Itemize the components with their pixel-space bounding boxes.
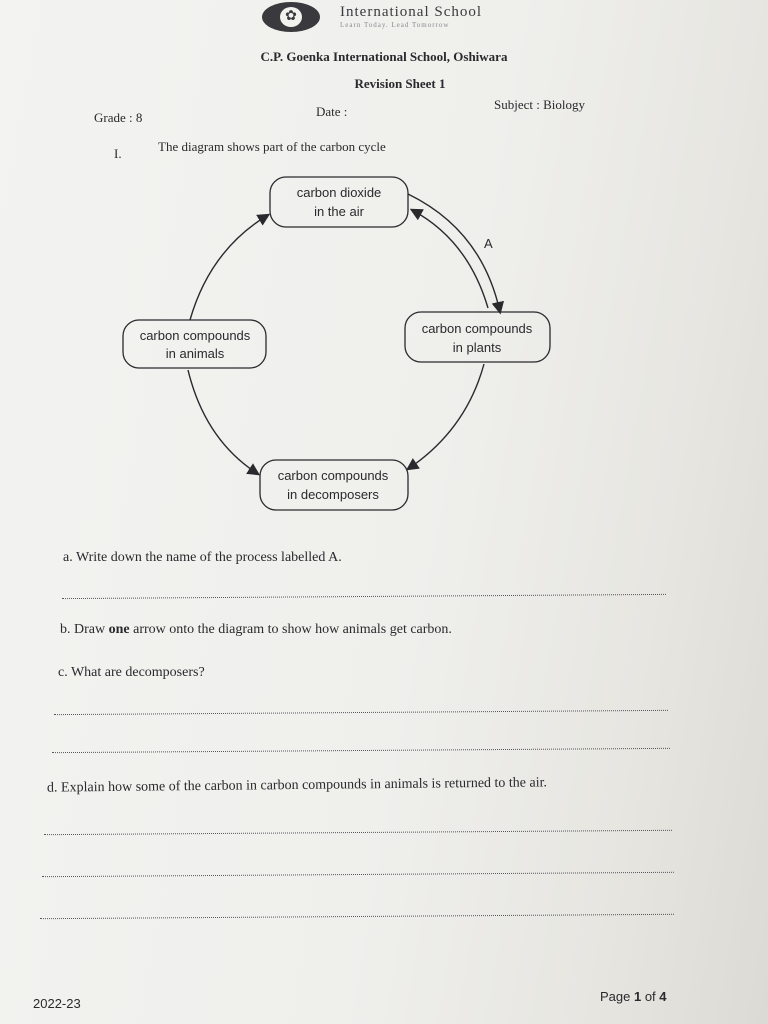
- logo-school-name: International School: [340, 4, 483, 20]
- grade-label: Grade : 8: [94, 110, 143, 125]
- academic-year: 2022-23: [33, 996, 81, 1011]
- node-animals-line2: in animals: [165, 346, 225, 361]
- question-d: d. Explain how some of the carbon in carbon compounds in animals is returned to the air.: [46, 775, 548, 796]
- label-a: A: [484, 236, 493, 251]
- arrow-animals-to-air: [190, 215, 268, 320]
- question-intro: The diagram shows part of the carbon cycle: [158, 139, 386, 154]
- question-b: b. Draw one arrow onto the diagram to show how animals get carbon.: [60, 622, 452, 637]
- node-air-line1: carbon dioxide: [296, 185, 382, 200]
- school-title: C.P. Goenka International School, Oshiwara: [260, 49, 508, 64]
- arrow-air-to-plants: [408, 194, 500, 312]
- date-label: Date :: [316, 104, 348, 119]
- node-air-line2: in the air: [314, 204, 364, 219]
- arrow-plants-to-decomposers: [408, 364, 484, 469]
- subject-label: Subject : Biology: [494, 97, 585, 112]
- sheet-title: Revision Sheet 1: [354, 76, 446, 91]
- node-animals-line1: carbon compounds: [139, 328, 251, 343]
- page-number: Page 1 of 4: [600, 989, 667, 1004]
- arrow-plants-to-air: [412, 210, 488, 308]
- node-decomposers-line2: in decomposers: [287, 487, 379, 502]
- node-decomposers-line1: carbon compounds: [277, 468, 389, 483]
- question-number: I.: [114, 146, 122, 161]
- school-logo-icon: ✿: [262, 2, 320, 32]
- node-plants-line2: in plants: [452, 340, 502, 355]
- arrow-animals-to-decomposers: [188, 370, 258, 474]
- question-c: c. What are decomposers?: [58, 665, 205, 680]
- question-a: a. Write down the name of the process labelled A.: [63, 550, 342, 565]
- logo-tagline: Learn Today. Lead Tomorrow: [340, 21, 450, 29]
- node-plants-line1: carbon compounds: [421, 321, 533, 336]
